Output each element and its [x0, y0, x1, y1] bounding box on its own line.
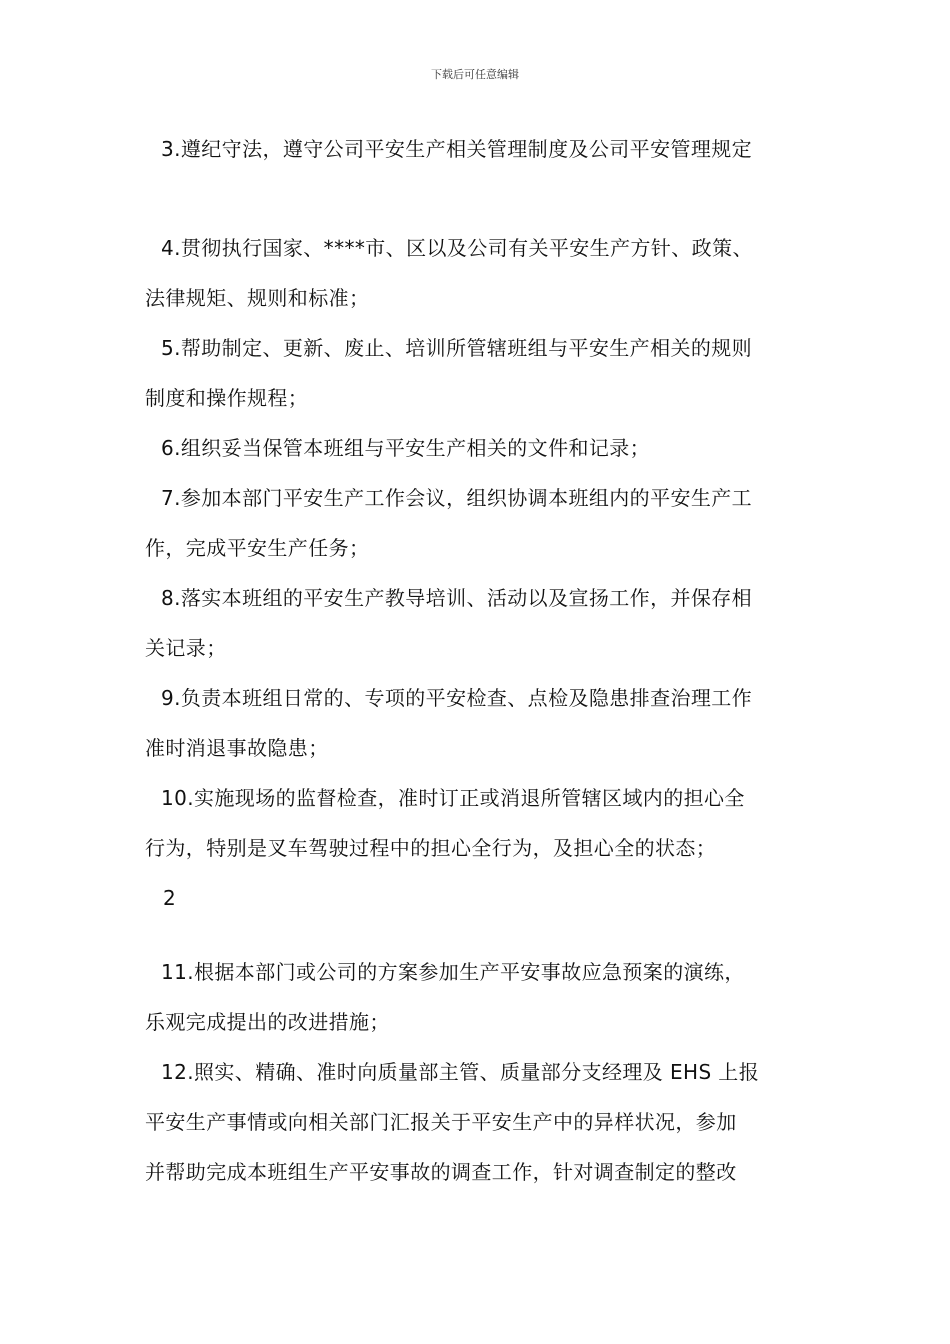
- text-line: 准时消退事故隐患；: [145, 736, 329, 760]
- page-header: 下载后可任意编辑: [431, 68, 519, 81]
- text-line: 5.帮助制定、更新、废止、培训所管辖班组与平安生产相关的规则: [161, 336, 753, 360]
- text-line: 行为，特别是叉车驾驶过程中的担心全行为，及担心全的状态；: [145, 836, 717, 860]
- text-line: 6.组织妥当保管本班组与平安生产相关的文件和记录；: [161, 436, 651, 460]
- text-line: 并帮助完成本班组生产平安事故的调查工作，针对调查制定的整改: [145, 1160, 737, 1184]
- text-line: 10.实施现场的监督检查，准时订正或消退所管辖区域内的担心全: [161, 786, 745, 810]
- text-line: 4.贯彻执行国家、****市、区以及公司有关平安生产方针、政策、: [161, 236, 753, 260]
- text-line: 12.照实、精确、准时向质量部主管、质量部分支经理及 EHS 上报: [161, 1060, 760, 1084]
- text-line: 3.遵纪守法，遵守公司平安生产相关管理制度及公司平安管理规定: [161, 137, 753, 161]
- text-line: 作，完成平安生产任务；: [145, 536, 370, 560]
- text-line: 平安生产事情或向相关部门汇报关于平安生产中的异样状况，参加: [145, 1110, 737, 1134]
- text-line: 关记录；: [145, 636, 227, 660]
- text-line: 法律规矩、规则和标准；: [145, 286, 370, 310]
- text-line: 7.参加本部门平安生产工作会议，组织协调本班组内的平安生产工: [161, 486, 753, 510]
- text-line: 乐观完成提出的改进措施；: [145, 1010, 390, 1034]
- text-line: 制度和操作规程；: [145, 386, 309, 410]
- page-number: 2: [163, 886, 177, 910]
- text-line: 11.根据本部门或公司的方案参加生产平安事故应急预案的演练，: [161, 960, 745, 984]
- text-line: 8.落实本班组的平安生产教导培训、活动以及宣扬工作，并保存相: [161, 586, 753, 610]
- text-line: 9.负责本班组日常的、专项的平安检查、点检及隐患排查治理工作: [161, 686, 753, 710]
